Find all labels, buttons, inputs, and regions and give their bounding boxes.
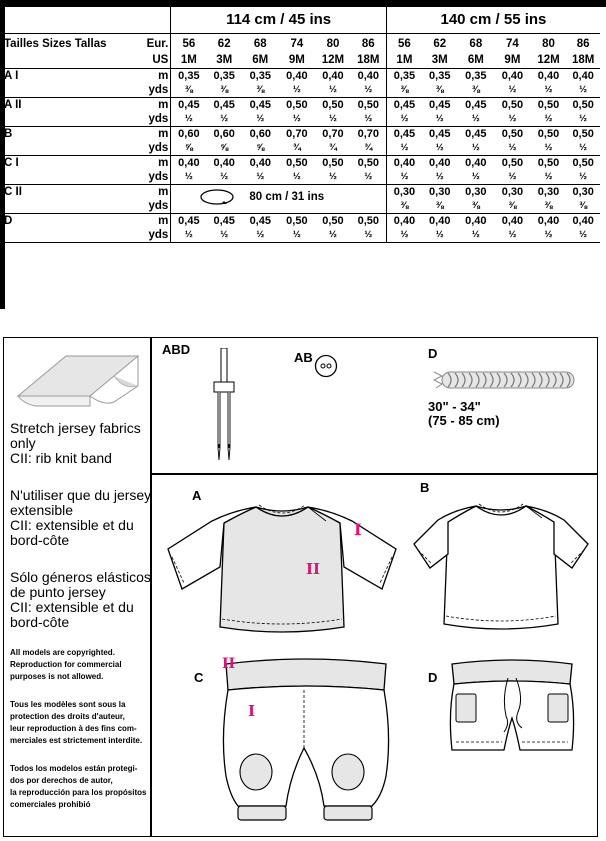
yardage-m-cell: 0,40 — [322, 70, 344, 82]
cord-label: D — [428, 346, 438, 361]
top-bar — [0, 0, 606, 7]
yardage-yds-cell: ½ — [422, 112, 458, 127]
view-label: A II — [4, 99, 22, 111]
size-eur-cell: 86 — [361, 38, 375, 50]
needle-label: ABD — [162, 342, 191, 357]
fabric-width-header: 114 cm / 45 ins — [171, 7, 387, 34]
yardage-yds-cell: ½ — [531, 170, 567, 185]
yardage-yds-cell: ⅜ — [242, 83, 279, 98]
yardage-m-cell: 0,50 — [322, 99, 344, 111]
yardage-m-cell: 0,40 — [286, 70, 308, 82]
yardage-yds-cell: ¾ — [351, 141, 387, 156]
yardage-yds-cell: ¾ — [279, 141, 316, 156]
yardage-m-cell: 0,50 — [572, 157, 594, 169]
yardage-yds-cell: ½ — [206, 170, 242, 185]
yardage-m-cell: 0,40 — [465, 157, 487, 169]
yardage-m-cell: 0,50 — [501, 128, 524, 140]
yardage-m-cell: 0,50 — [322, 157, 344, 169]
yardage-m-cell: 0,70 — [357, 128, 380, 140]
button-label: AB — [294, 350, 313, 365]
yardage-yds-cell: ½ — [458, 228, 495, 243]
yardage-m-cell: 0,35 — [213, 70, 235, 82]
view-a-shirt-drawing — [162, 491, 402, 643]
unit-m: m — [142, 214, 170, 229]
view-label-blank — [0, 228, 142, 243]
yardage-yds-cell: ½ — [494, 228, 531, 243]
yardage-m-cell: 0,60 — [249, 128, 271, 140]
size-us-cell: 12M — [531, 52, 567, 69]
yardage-m-cell: 0,50 — [357, 215, 380, 227]
yardage-m-cell: 0,50 — [286, 215, 308, 227]
legal-line: Todos los modelos están protegi- — [10, 764, 138, 773]
twin-needle-icon — [209, 348, 239, 466]
yardage-yds-cell: ½ — [386, 141, 422, 156]
view-d-shorts-drawing — [444, 654, 580, 762]
yardage-yds-cell: ½ — [386, 170, 422, 185]
yardage-yds-cell: ⅜ — [422, 83, 458, 98]
size-row-us — [0, 52, 600, 69]
size-label-blank — [0, 52, 142, 69]
width-header-row — [0, 7, 600, 34]
size-eur-cell: 80 — [326, 38, 340, 50]
size-eur-cell: 74 — [290, 38, 304, 50]
band-length-text: 80 cm / 31 ins — [249, 191, 325, 203]
fabric-line: CII: extensible et du — [10, 599, 134, 615]
yardage-yds-cell: ½ — [279, 83, 316, 98]
yardage-yds-cell: ½ — [351, 83, 387, 98]
yardage-yds-cell: ½ — [566, 112, 600, 127]
yardage-m-cell: 0,45 — [249, 215, 271, 227]
fabric-line: CII: extensible et du — [10, 517, 134, 533]
yardage-m-cell: 0,50 — [322, 215, 344, 227]
yardage-m-cell: 0,35 — [249, 70, 271, 82]
yardage-yds-cell: ½ — [494, 83, 531, 98]
legal-line: All models are copyrighted. — [10, 648, 115, 657]
size-us-cell: 3M — [422, 52, 458, 69]
unit-yds: yds — [142, 228, 170, 243]
yardage-m-cell: 0,40 — [537, 70, 560, 82]
yardage-m-cell: 0,50 — [537, 99, 560, 111]
view-row-yards — [0, 170, 600, 185]
yardage-yds-cell: ½ — [458, 170, 495, 185]
size-eur-cell: 56 — [182, 38, 196, 50]
yardage-m-cell: 0,50 — [501, 99, 524, 111]
yardage-yds-cell: ⅜ — [531, 199, 567, 214]
yardage-m-cell: 0,50 — [357, 99, 380, 111]
view-c-piece-2: II — [222, 656, 236, 672]
fabric-line: de punto jersey — [10, 584, 106, 600]
size-label: Tailles Sizes Tallas — [4, 38, 107, 50]
view-d-letter: D — [428, 670, 438, 685]
legal-line: merciales est strictement interdite. — [10, 736, 143, 745]
yardage-yds-cell: ½ — [386, 112, 422, 127]
yardage-yds-cell: ½ — [566, 170, 600, 185]
view-row-yards — [0, 228, 600, 243]
view-a-piece-2: II — [306, 560, 321, 578]
yardage-yds-cell: ½ — [279, 112, 316, 127]
legal-line: Tous les modèles sont sous la — [10, 700, 126, 709]
yardage-yds-cell: ½ — [171, 112, 207, 127]
unit-m: m — [142, 127, 170, 142]
yardage-m-cell: 0,35 — [465, 70, 487, 82]
view-c-piece-1: I — [248, 702, 256, 720]
view-label: C I — [4, 157, 19, 169]
view-label-blank — [0, 170, 142, 185]
yardage-m-cell: 0,50 — [286, 99, 308, 111]
yardage-m-cell: 0,40 — [429, 215, 451, 227]
yardage-yds-cell: ½ — [171, 228, 207, 243]
view-label: B — [4, 128, 13, 140]
yardage-yds-cell: ⅜ — [422, 199, 458, 214]
yardage-yds-cell: ½ — [386, 228, 422, 243]
size-eur-cell: 74 — [506, 38, 519, 50]
unit-yds: yds — [142, 141, 170, 156]
yardage-yds-cell: ½ — [351, 170, 387, 185]
yardage-yds-cell: ½ — [315, 83, 351, 98]
yardage-m-cell: 0,45 — [429, 128, 451, 140]
yardage-m-cell: 0,40 — [386, 214, 422, 229]
yardage-m-cell: 0,40 — [357, 70, 380, 82]
panel-divider-horizontal — [150, 473, 597, 475]
size-us-cell: 12M — [315, 52, 351, 69]
fabric-text-es — [10, 570, 151, 630]
yardage-yds-cell: ½ — [566, 228, 600, 243]
yardage-yds-cell: ½ — [206, 228, 242, 243]
yardage-m-cell: 0,50 — [537, 157, 560, 169]
yardage-yds-cell: ½ — [494, 112, 531, 127]
band-loop-icon — [199, 187, 239, 207]
yardage-m-cell: 0,40 — [465, 215, 487, 227]
yardage-yds-cell: ½ — [531, 83, 567, 98]
fabric-text-en — [10, 421, 141, 466]
yardage-yds-cell: ½ — [566, 83, 600, 98]
yardage-yds-cell: ⅝ — [242, 141, 279, 156]
yardage-yds-cell: ¾ — [315, 141, 351, 156]
yardage-m-cell: 0,45 — [465, 128, 487, 140]
yardage-yds-cell: ⅝ — [171, 141, 207, 156]
size-us-cell: 6M — [458, 52, 495, 69]
unit-yds: yds — [142, 199, 170, 214]
yardage-yds-cell: ½ — [279, 170, 316, 185]
fabric-line: extensible — [10, 502, 74, 518]
cord-length-imperial: 30" - 34" — [428, 399, 481, 414]
yardage-yds-cell: ⅝ — [206, 141, 242, 156]
unit-m: m — [142, 69, 170, 84]
yardage-yds-cell: ½ — [279, 228, 316, 243]
yardage-m-cell: 0,35 — [178, 70, 200, 82]
yardage-yds-cell: ½ — [531, 112, 567, 127]
size-eur-cell: 68 — [253, 38, 267, 50]
size-us-cell: 18M — [566, 52, 600, 69]
yardage-yds-cell: ½ — [422, 170, 458, 185]
yardage-yds-cell: ⅜ — [458, 199, 495, 214]
yardage-yds-cell: ½ — [531, 228, 567, 243]
yardage-yds-cell: ½ — [458, 112, 495, 127]
yardage-m-cell: 0,45 — [178, 99, 200, 111]
yardage-m-cell: 0,35 — [429, 70, 451, 82]
band-length-cell — [171, 185, 387, 214]
yardage-yds-cell: ½ — [206, 112, 242, 127]
view-a-piece-1: I — [354, 520, 362, 539]
size-us-cell: 9M — [279, 52, 316, 69]
yardage-yds-cell: ½ — [531, 141, 567, 156]
yardage-m-cell: 0,45 — [249, 99, 271, 111]
yardage-m-cell: 0,40 — [537, 215, 560, 227]
yardage-m-cell: 0,50 — [357, 157, 380, 169]
yardage-m-cell: 0,40 — [178, 157, 200, 169]
yardage-yds-cell: ½ — [242, 112, 279, 127]
view-label: C II — [4, 186, 22, 198]
yardage-yds-cell: ½ — [351, 228, 387, 243]
fabric-line: only — [10, 435, 36, 451]
yardage-m-cell: 0,35 — [386, 69, 422, 84]
yardage-yds-cell: ½ — [242, 228, 279, 243]
header-blank — [0, 7, 171, 34]
fabric-line: bord-côte — [10, 532, 70, 548]
legal-text-es — [10, 763, 148, 811]
yardage-m-cell: 0,60 — [178, 128, 200, 140]
yardage-m-cell: 0,60 — [213, 128, 235, 140]
view-row-meters — [0, 69, 600, 84]
yardage-yds-cell: ½ — [494, 141, 531, 156]
yardage-yds-cell: ⅜ — [206, 83, 242, 98]
view-label-blank — [0, 199, 142, 214]
yardage-yds-cell: ½ — [315, 112, 351, 127]
yardage-yds-cell: ½ — [422, 228, 458, 243]
yardage-m-cell: 0,45 — [213, 215, 235, 227]
size-eur-cell: 56 — [386, 34, 422, 53]
fabric-text-fr — [10, 488, 151, 548]
view-label-blank — [0, 83, 142, 98]
yardage-yds-cell: ½ — [171, 170, 207, 185]
size-row-eur — [0, 34, 600, 53]
legal-line: Reproduction for commercial — [10, 660, 122, 669]
yardage-m-cell: 0,45 — [429, 99, 451, 111]
view-row-meters — [0, 185, 600, 200]
yardage-m-cell: 0,40 — [213, 157, 235, 169]
yardage-yds-cell: ½ — [422, 141, 458, 156]
size-eur-cell: 68 — [469, 38, 483, 50]
unit-m: m — [142, 98, 170, 113]
view-row-meters — [0, 98, 600, 113]
yardage-m-cell: 0,70 — [322, 128, 344, 140]
yardage-yds-cell: ½ — [494, 170, 531, 185]
view-b-letter: B — [420, 480, 430, 495]
yardage-m-cell: 0,45 — [386, 98, 422, 113]
unit-yds: yds — [142, 170, 170, 185]
yardage-m-cell: 0,40 — [429, 157, 451, 169]
yardage-yds-cell: ½ — [315, 228, 351, 243]
view-row-meters — [0, 156, 600, 171]
band-length — [171, 187, 324, 207]
size-eur-cell: 62 — [217, 38, 231, 50]
view-label: A I — [4, 70, 19, 82]
view-row-yards — [0, 83, 600, 98]
unit-m: m — [142, 156, 170, 171]
button-icon — [314, 354, 338, 378]
yardage-m-cell: 0,30 — [429, 186, 451, 198]
yardage-yds-cell: ½ — [458, 141, 495, 156]
legal-line: leur reproduction à des fins com- — [10, 724, 137, 733]
size-eur-cell: 86 — [576, 38, 590, 50]
size-eur-cell: 62 — [433, 38, 447, 50]
size-us-cell: 1M — [386, 52, 422, 69]
size-us-cell: 9M — [494, 52, 531, 69]
yardage-m-cell: 0,40 — [572, 215, 594, 227]
yardage-yds-cell: ⅜ — [458, 83, 495, 98]
yardage-m-cell: 0,45 — [465, 99, 487, 111]
size-us-cell: 1M — [171, 52, 207, 69]
view-label-blank — [0, 141, 142, 156]
view-row-meters — [0, 214, 600, 229]
size-us-cell: 3M — [206, 52, 242, 69]
yardage-yds-cell: ⅜ — [171, 83, 207, 98]
yardage-table — [0, 7, 600, 243]
yardage-m-cell: 0,30 — [465, 186, 487, 198]
yardage-yds-cell: ½ — [351, 112, 387, 127]
legal-line: dos por derechos de autor, — [10, 776, 113, 785]
yardage-m-cell: 0,50 — [572, 99, 594, 111]
fabric-line: CII: rib knit band — [10, 450, 112, 466]
legal-line: comerciales prohibió — [10, 800, 91, 809]
size-eur-cell: 80 — [542, 38, 555, 50]
fabric-line: Stretch jersey fabrics — [10, 420, 141, 436]
fabric-width-header: 140 cm / 55 ins — [386, 7, 600, 34]
yardage-yds-cell: ⅜ — [386, 83, 422, 98]
yardage-yds-cell: ½ — [566, 141, 600, 156]
cord-length — [428, 400, 500, 428]
unit-m: m — [142, 185, 170, 200]
legal-line: la reproducción para los propósitos — [10, 788, 147, 797]
yardage-m-cell: 0,30 — [537, 186, 560, 198]
fabric-line: Sólo géneros elásticos — [10, 569, 151, 585]
cord-icon — [430, 366, 576, 394]
yardage-yds-cell: ⅜ — [386, 199, 422, 214]
eur-label: Eur. — [142, 34, 170, 53]
yardage-m-cell: 0,50 — [537, 128, 560, 140]
yardage-m-cell: 0,30 — [501, 186, 524, 198]
view-row-yards — [0, 141, 600, 156]
yardage-m-cell: 0,30 — [386, 185, 422, 200]
view-c-pants-drawing — [216, 656, 396, 834]
yardage-m-cell: 0,30 — [572, 186, 594, 198]
yardage-yds-cell: ½ — [315, 170, 351, 185]
legal-line: protection des droits d'auteur, — [10, 712, 125, 721]
yardage-m-cell: 0,45 — [386, 127, 422, 142]
fabric-line: N'utiliser que du jersey — [10, 487, 152, 503]
yardage-yds-cell: ⅜ — [494, 199, 531, 214]
fabric-line: bord-côte — [10, 614, 70, 630]
legal-text-en — [10, 647, 148, 683]
yardage-m-cell: 0,70 — [286, 128, 308, 140]
view-a-letter: A — [192, 488, 202, 503]
view-b-shirt-drawing — [408, 488, 594, 638]
cord-length-metric: (75 - 85 cm) — [428, 413, 500, 428]
view-c-letter: C — [194, 670, 204, 685]
unit-yds: yds — [142, 112, 170, 127]
unit-yds: yds — [142, 83, 170, 98]
yardage-m-cell: 0,50 — [286, 157, 308, 169]
yardage-m-cell: 0,50 — [501, 157, 524, 169]
yardage-m-cell: 0,40 — [501, 70, 524, 82]
yardage-m-cell: 0,50 — [572, 128, 594, 140]
yardage-m-cell: 0,40 — [501, 215, 524, 227]
fabric-swatch-icon — [14, 346, 142, 416]
yardage-m-cell: 0,40 — [249, 157, 271, 169]
us-label: US — [142, 52, 170, 69]
legal-line: purposes is not allowed. — [10, 672, 104, 681]
yardage-yds-cell: ½ — [242, 170, 279, 185]
legal-text-fr — [10, 699, 148, 747]
yardage-m-cell: 0,40 — [386, 156, 422, 171]
view-row-yards — [0, 112, 600, 127]
view-row-meters — [0, 127, 600, 142]
yardage-m-cell: 0,45 — [178, 215, 200, 227]
yardage-yds-cell: ⅜ — [566, 199, 600, 214]
size-us-cell: 6M — [242, 52, 279, 69]
yardage-m-cell: 0,40 — [572, 70, 594, 82]
info-panel — [3, 337, 598, 837]
size-us-cell: 18M — [351, 52, 387, 69]
yardage-m-cell: 0,45 — [213, 99, 235, 111]
view-label: D — [4, 215, 13, 227]
view-label-blank — [0, 112, 142, 127]
